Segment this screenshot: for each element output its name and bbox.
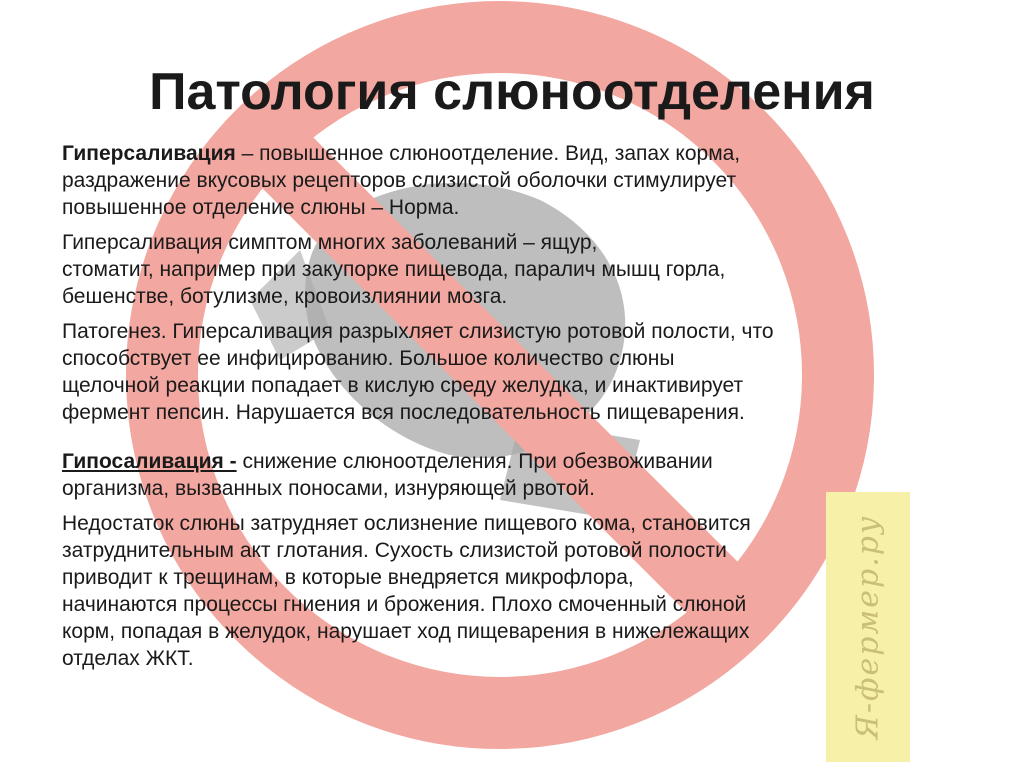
text-line: начинаются процессы гниения и брожения. Плохо смоченный слюной [62, 593, 747, 616]
slide-content [62, 140, 962, 680]
watermark-text: Я-фермер.ру [850, 514, 886, 740]
text-line: раздражение вкусовых рецепторов слизистой оболочки стимулирует [62, 169, 737, 192]
text-line: снижение слюноотделения. При обезвоживании [236, 450, 713, 473]
text-line: способствует ее инфицированию. Большое количество слюны [62, 347, 675, 370]
text-line: – повышенное слюноотделение. Вид, запах корма, [235, 142, 741, 165]
paragraph-symptom [62, 229, 962, 310]
text-line: приводит к трещинам, в которые внедряется микрофлора, [62, 566, 634, 589]
text-line: корм, попадая в желудок, нарушает ход пищеварения в нижележащих [62, 620, 750, 643]
term-hyposalivation: Гипосаливация - [62, 450, 237, 473]
slide-title: Патология слюноотделения [149, 63, 875, 121]
text-line: организма, вызванных поносами, изнуряющей рвотой. [62, 477, 595, 500]
text-line: бешенстве, ботулизме, кровоизлиянии мозга. [62, 285, 508, 308]
paragraph-hypersalivation [62, 140, 962, 221]
text-line: щелочной реакции попадает в кислую среду желудка, и инактивирует [62, 374, 744, 397]
term-hypersalivation: Гиперсаливация [62, 142, 236, 165]
text-line: Патогенез. Гиперсаливация разрыхляет слизистую ротовой полости, что [62, 320, 774, 343]
paragraph-hyposalivation [62, 448, 962, 502]
text-line: затруднительным акт глотания. Сухость слизистой ротовой полости [62, 539, 727, 562]
text-line: повышенное отделение слюны – Норма. [62, 196, 460, 219]
text-line: Гиперсаливация симптом многих заболеваний – ящур, [62, 231, 598, 254]
text-line: отделах ЖКТ. [62, 647, 194, 670]
paragraph-saliva-deficiency [62, 510, 962, 672]
text-line: стоматит, например при закупорке пищевода, паралич мышц горла, [62, 258, 726, 281]
text-line: фермент пепсин. Нарушается вся последовательность пищеварения. [62, 401, 745, 424]
paragraph-pathogenesis [62, 318, 962, 426]
text-line: Недостаток слюны затрудняет ослизнение пищевого кома, становится [62, 512, 751, 535]
